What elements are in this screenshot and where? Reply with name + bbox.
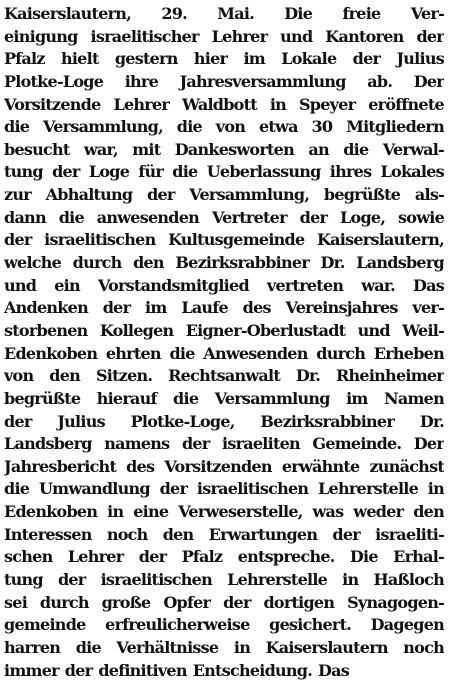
text-line: Kaiserslautern, 29. Mai. Die freie Ver-	[4, 4, 444, 23]
text-line: Landsberg namens der israeliten Gemeinde. Der	[4, 434, 444, 454]
text-line: einigung israelitischer Lehrer und Kantoren der	[4, 26, 444, 46]
text-line: zur Abhaltung der Versammlung, begrüßte als-	[4, 185, 444, 205]
text-line: von den Sitzen. Rechtsanwalt Dr. Rheinheimer	[4, 366, 444, 386]
text-line: Edenkoben in eine Verweserstelle, was weder den	[4, 502, 444, 522]
text-line: begrüßte hierauf die Versammlung im Namen	[4, 388, 444, 408]
text-line: Andenken der im Laufe des Vereinsjahres ver-	[4, 298, 444, 318]
text-line: tung der Loge für die Ueberlassung ihres Lokales	[4, 162, 444, 182]
text-line: Interessen noch den Erwartungen der israeliti-	[4, 524, 444, 544]
article-column	[4, 3, 444, 682]
text-line: und ein Vorstandsmitglied vertreten war. Das	[4, 275, 444, 295]
text-line: Plotke-Loge ihre Jahresversammlung ab. Der	[4, 71, 444, 91]
text-line: Pfalz hielt gestern hier im Lokale der Julius	[4, 49, 444, 69]
text-line: die Umwandlung der israelitischen Lehrerstelle in	[4, 479, 444, 499]
text-line: Vorsitzende Lehrer Waldbott in Speyer eröffnete	[4, 94, 444, 114]
text-line: gemeinde erfreulicherweise gesichert. Dagegen	[4, 615, 444, 635]
text-line: der Julius Plotke-Loge, Bezirksrabbiner Dr.	[4, 411, 444, 431]
text-line: schen Lehrer der Pfalz entspreche. Die Erhal-	[4, 547, 444, 567]
text-line: immer der definitiven Entscheidung. Das	[4, 660, 350, 680]
text-line: Edenkoben ehrten die Anwesenden durch Erheben	[4, 343, 444, 363]
text-line: tung der israelitischen Lehrerstelle in Haßloch	[4, 570, 444, 590]
text-line: sei durch große Opfer der dortigen Synagogen-	[4, 592, 444, 612]
text-line: der israelitischen Kultusgemeinde Kaiserslautern,	[4, 230, 444, 250]
text-line: dann die anwesenden Vertreter der Loge, sowie	[4, 207, 444, 227]
text-line: storbenen Kollegen Eigner-Oberlustadt und Weil-	[4, 320, 444, 340]
text-line: Jahresbericht des Vorsitzenden erwähnte zunächst	[4, 456, 444, 476]
text-line: die Versammlung, die von etwa 30 Mitgliedern	[4, 117, 444, 137]
text-line: welche durch den Bezirksrabbiner Dr. Landsberg	[4, 253, 444, 273]
text-line: harren die Verhältnisse in Kaiserslautern noch	[4, 637, 444, 657]
text-line: besucht war, mit Dankesworten an die Verwal-	[4, 139, 444, 159]
